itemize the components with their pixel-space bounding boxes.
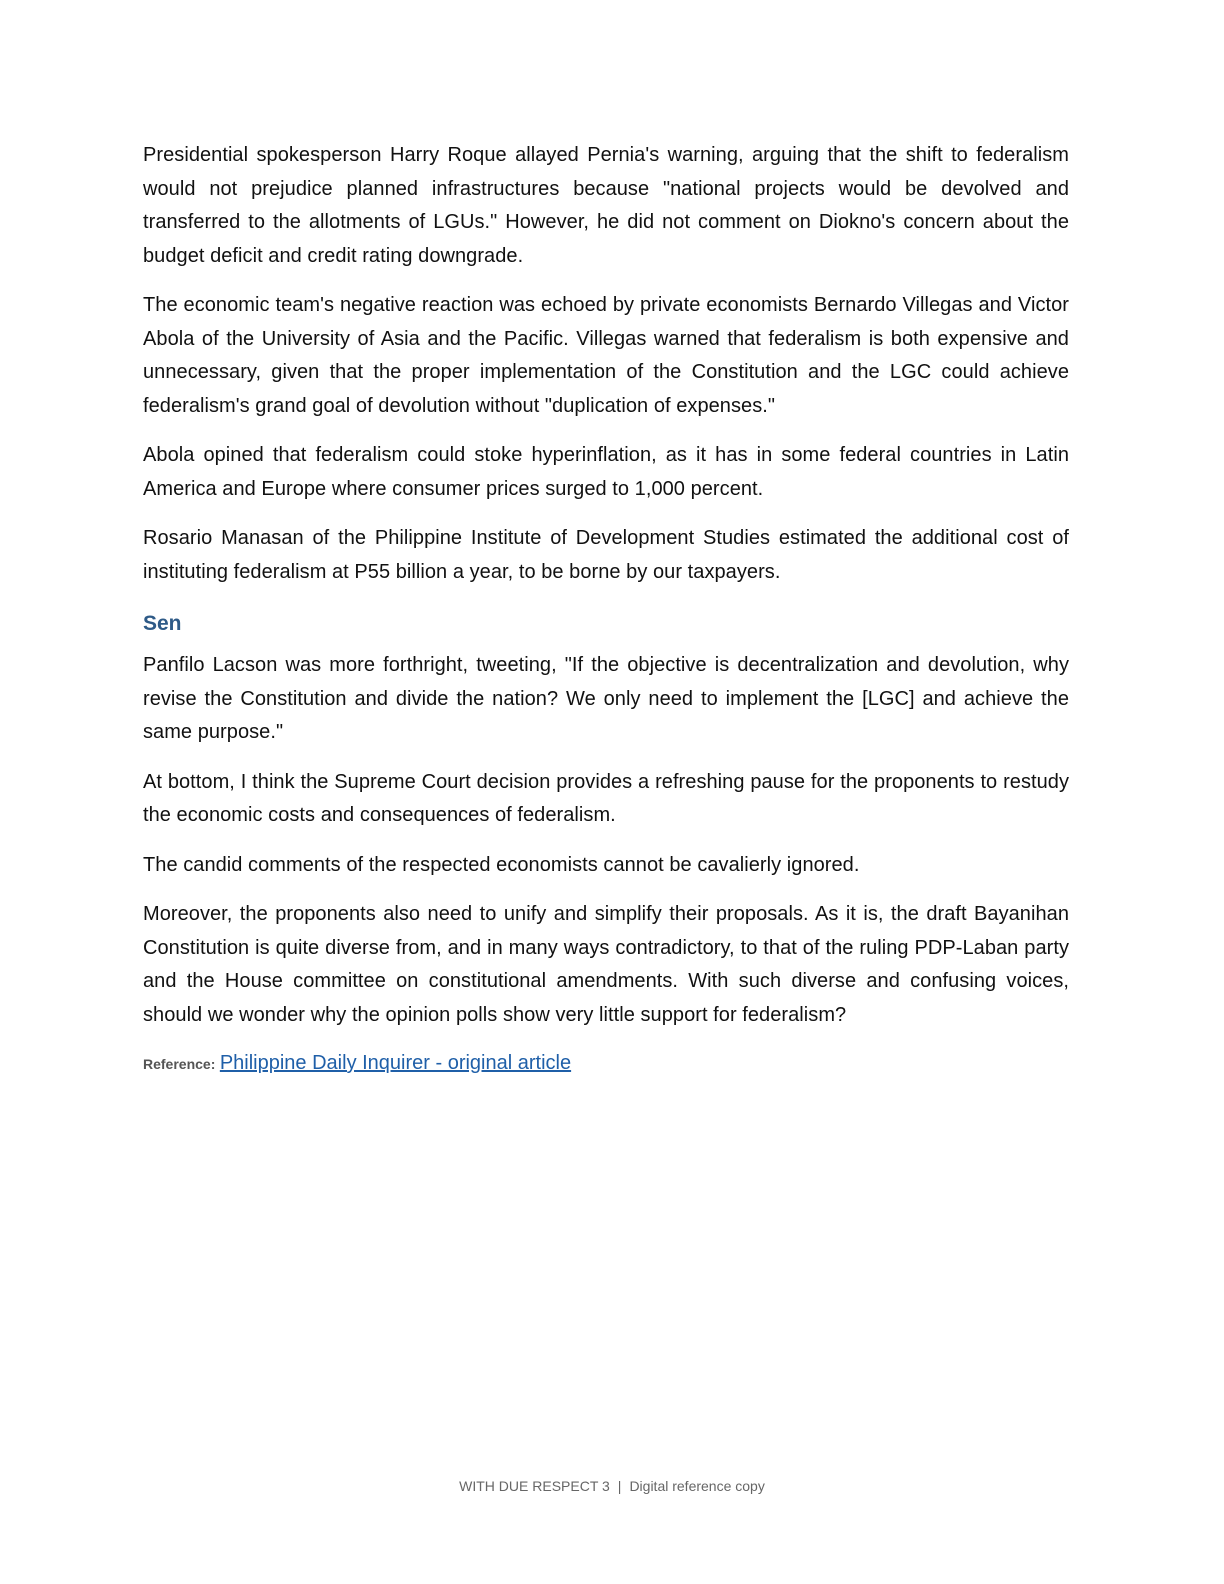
footer-subtitle: Digital reference copy (629, 1478, 765, 1494)
reference-link[interactable]: Philippine Daily Inquirer - original article (219, 1052, 572, 1074)
article-body (143, 139, 1069, 1080)
paragraph-candid-comments: The candid comments of the respected economists cannot be cavalierly ignored. (143, 853, 860, 876)
paragraph-proponents: Moreover, the proponents also need to unify and simplify their proposals. As it is, the draft Bayanihan Constitution is quite diverse from, and in many ways contradictory, to that of the ruling PDP-Laban party and the House committee on constitutional amendments. With such diverse and confusing voices, should we wonder why the opinion polls show very little support for federalism? (143, 903, 1069, 1026)
page-footer (0, 1478, 1224, 1494)
paragraph-roque: Presidential spokesperson Harry Roque allayed Pernia's warning, arguing that the shift to federalism would not prejudice planned infrastructures because "national projects would be devolved and transferred to the allotments of LGUs." However, he did not comment on Diokno's concern about the budget deficit and credit rating downgrade. (143, 144, 1069, 267)
footer-separator: | (617, 1478, 622, 1494)
paragraph-supreme-court: At bottom, I think the Supreme Court decision provides a refreshing pause for the proponents to restudy the economic costs and consequences of federalism. (143, 770, 1069, 826)
paragraph-economic-team: The economic team's negative reaction was echoed by private economists Bernardo Villegas and Victor Abola of the University of Asia and the Pacific. Villegas warned that federalism is both expensive and unnecessary, given that the proper implementation of the Constitution and the LGC could achieve federalism's grand goal of devolution without "duplication of expenses." (143, 294, 1069, 417)
reference (143, 1048, 1069, 1080)
footer-title: WITH DUE RESPECT 3 (459, 1478, 610, 1494)
paragraph-lacson: Panfilo Lacson was more forthright, tweeting, "If the objective is decentralization and devolution, why revise the Constitution and divide the nation? We only need to implement the [LGC] and achieve the same purpose." (143, 654, 1069, 743)
paragraph-abola: Abola opined that federalism could stoke hyperinflation, as it has in some federal countries in Latin America and Europe where consumer prices surged to 1,000 percent. (143, 444, 1069, 500)
section-heading: Sen (143, 612, 182, 635)
reference-label: Reference: (143, 1056, 216, 1072)
paragraph-manasan: Rosario Manasan of the Philippine Institute of Development Studies estimated the additional cost of instituting federalism at P55 billion a year, to be borne by our taxpayers. (143, 527, 1069, 583)
